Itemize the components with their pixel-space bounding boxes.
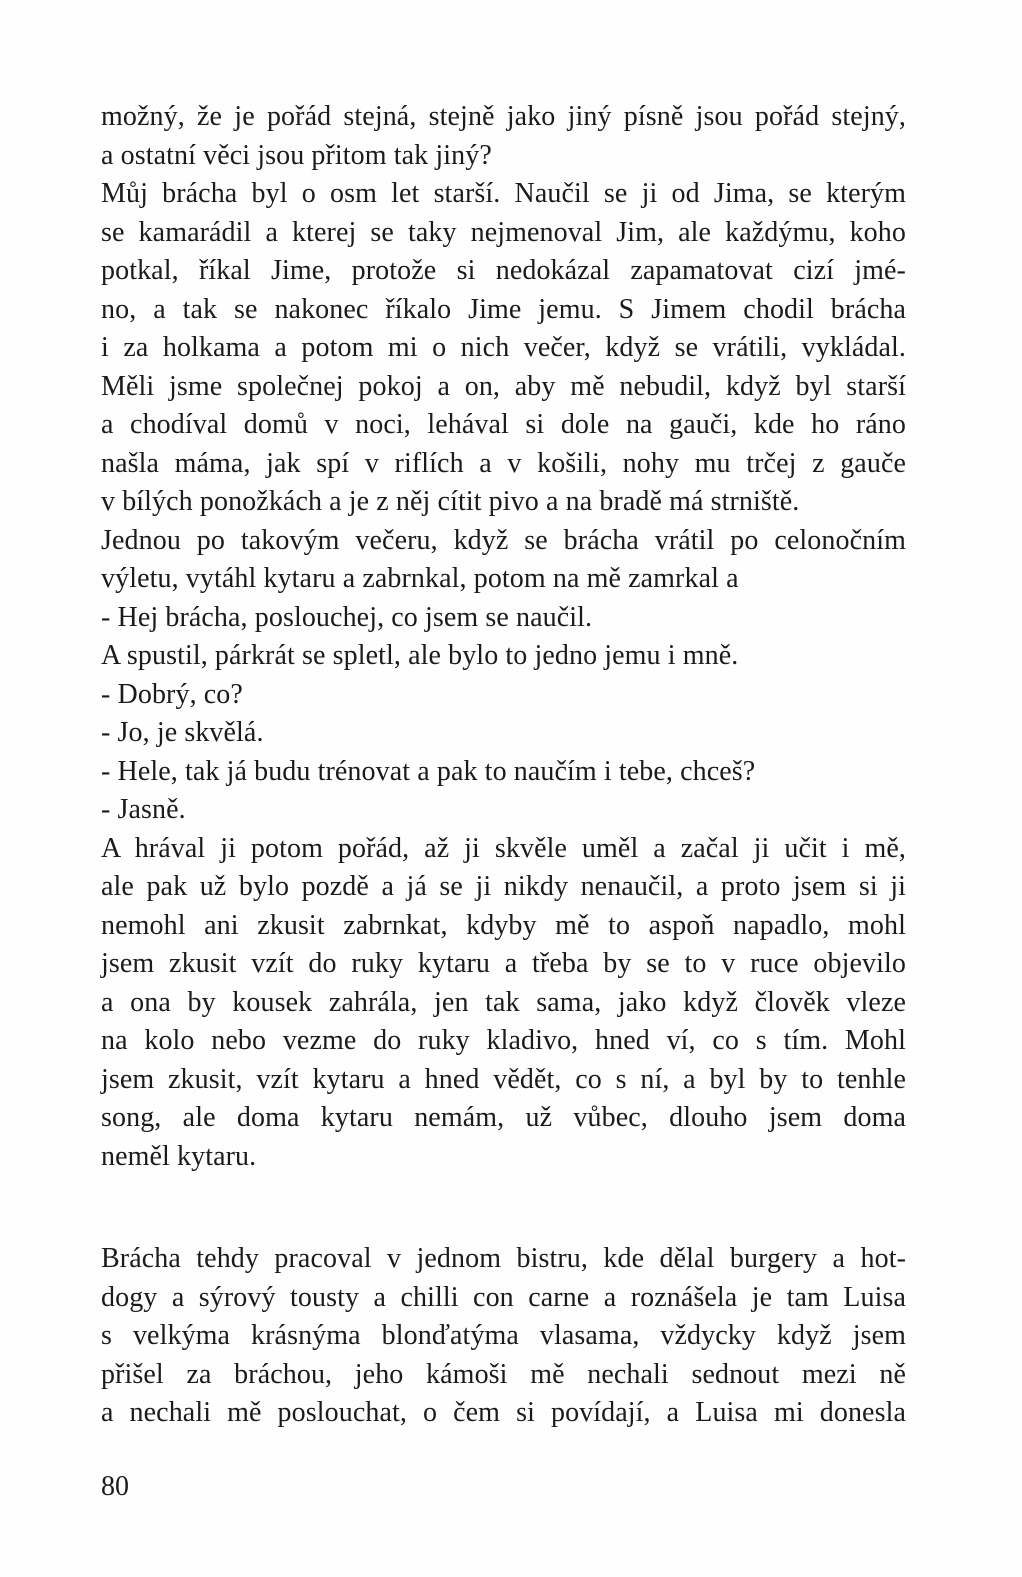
text-line: a chodíval domů v noci, lehával si dole na gauči, kde ho ráno: [101, 409, 906, 440]
text-line: Můj brácha byl o osm let starší. Naučil se ji od Jima, se kterým: [101, 178, 906, 209]
page-number: 80: [101, 1471, 129, 1502]
text-line: ale pak už bylo pozdě a já se ji nikdy nenaučil, a proto jsem si ji: [101, 871, 906, 902]
text-line: jsem zkusit, vzít kytaru a hned vědět, co s ní, a byl by to tenhle: [101, 1063, 906, 1095]
text-line: a ona by kousek zahrála, jen tak sama, jako když člověk vleze: [101, 986, 906, 1018]
text-line: - Dobrý, co?: [101, 678, 243, 710]
text-line: A spustil, párkrát se spletl, ale bylo to jedno jemu i mně.: [101, 640, 739, 671]
text-line: song, ale doma kytaru nemám, už vůbec, dlouho jsem doma: [101, 1102, 906, 1133]
text-line: na kolo nebo vezme do ruky kladivo, hned ví, co s tím. Mohl: [101, 1025, 906, 1056]
text-line: A hrával ji potom pořád, až ji skvěle uměl a začal ji učit i mě,: [101, 832, 906, 864]
text-line: jsem zkusit vzít do ruky kytaru a třeba by se to v ruce objevilo: [101, 948, 906, 979]
text-line: i za holkama a potom mi o nich večer, když se vrátili, vykládal.: [101, 332, 906, 363]
text-line: nemohl ani zkusit zabrnkat, kdyby mě to aspoň napadlo, mohl: [101, 909, 906, 941]
text-line: Měli jsme společnej pokoj a on, aby mě nebudil, když byl starší: [101, 370, 906, 402]
text-line: přišel za bráchou, jeho kámoši mě nechali sednout mezi ně: [101, 1358, 906, 1390]
text-line: možný, že je pořád stejná, stejně jako jiný písně jsou pořád stejný,: [101, 101, 906, 132]
text-line: - Hej brácha, poslouchej, co jsem se naučil.: [101, 601, 593, 633]
page-text: [101, 98, 906, 1433]
text-line: Brácha tehdy pracoval v jednom bistru, kde dělal burgery a hot-: [101, 1243, 906, 1274]
text-line: neměl kytaru.: [101, 1140, 257, 1172]
text-line: a ostatní věci jsou přitom tak jiný?: [101, 139, 492, 171]
text-line: a nechali mě poslouchat, o čem si povídají, a Luisa mi donesla: [101, 1397, 906, 1428]
text-line: dogy a sýrový tousty a chilli con carne a roznášela je tam Luisa: [101, 1281, 906, 1313]
text-line: - Jasně.: [101, 794, 186, 825]
text-line: no, a tak se nakonec říkalo Jime jemu. S Jimem chodil brácha: [101, 293, 906, 325]
text-line: potkal, říkal Jime, protože si nedokázal zapamatovat cizí jmé-: [101, 255, 906, 286]
text-line: výletu, vytáhl kytaru a zabrnkal, potom na mě zamrkal a: [101, 563, 739, 594]
text-line: - Jo, je skvělá.: [101, 717, 264, 748]
text-line: s velkýma krásnýma blonďatýma vlasama, vždycky když jsem: [101, 1320, 906, 1351]
text-line: našla máma, jak spí v riflích a v košili, nohy mu trčej z gauče: [101, 447, 906, 479]
text-line: - Hele, tak já budu trénovat a pak to naučím i tebe, chceš?: [101, 755, 756, 787]
text-line: se kamarádil a kterej se taky nejmenoval Jim, ale každýmu, koho: [101, 216, 906, 248]
text-line: v bílých ponožkách a je z něj cítit pivo a na bradě má strniště.: [101, 486, 800, 517]
text-line: Jednou po takovým večeru, když se brácha vrátil po celonočním: [101, 524, 906, 556]
